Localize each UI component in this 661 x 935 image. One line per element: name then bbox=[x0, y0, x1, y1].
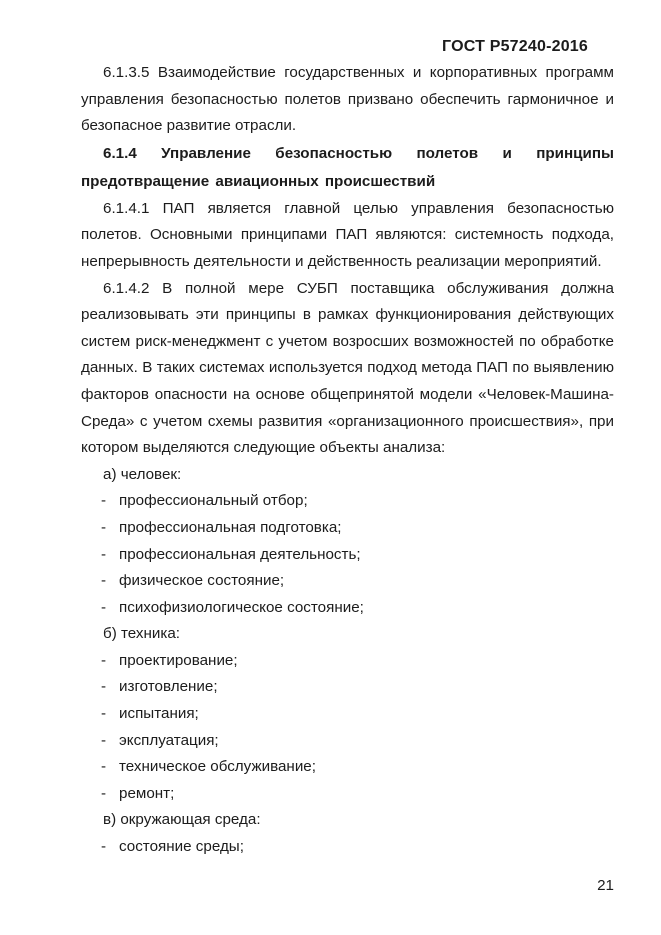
list-item bbox=[81, 595, 614, 622]
list-item-text: физическое состояние; bbox=[119, 572, 285, 590]
list-item-text: психофизиологическое состояние; bbox=[119, 598, 364, 616]
list-dash: - bbox=[101, 731, 107, 749]
list-item bbox=[81, 834, 614, 861]
page-content bbox=[81, 60, 614, 861]
list-item-text: состояние среды; bbox=[119, 838, 244, 856]
list-item-text: профессиональная подготовка; bbox=[119, 518, 342, 536]
list-item-text: эксплуатация; bbox=[119, 731, 219, 749]
list-dash: - bbox=[101, 784, 107, 802]
list-dash: - bbox=[101, 838, 107, 856]
list-item-text: изготовление; bbox=[119, 678, 218, 696]
list-item bbox=[81, 515, 614, 542]
list-item-text: проектирование; bbox=[119, 651, 238, 669]
list-dash: - bbox=[101, 705, 107, 723]
list-item bbox=[81, 674, 614, 701]
list-item bbox=[81, 701, 614, 728]
list-dash: - bbox=[101, 651, 107, 669]
list-item bbox=[81, 728, 614, 755]
list-item bbox=[81, 781, 614, 808]
list-dash: - bbox=[101, 758, 107, 776]
list-item bbox=[81, 488, 614, 515]
list-item-text: испытания; bbox=[119, 705, 199, 723]
page-number: 21 bbox=[597, 877, 614, 894]
document-code-header: ГОСТ Р57240-2016 bbox=[442, 38, 588, 55]
list-item bbox=[81, 648, 614, 675]
list-dash: - bbox=[101, 598, 107, 616]
section-heading-6-1-4: 6.1.4 Управление безопасностью полетов и принципы предотвращение авиационных происшествий bbox=[81, 144, 614, 190]
list-dash: - bbox=[101, 518, 107, 536]
list-item bbox=[81, 754, 614, 781]
list-item-text: ремонт; bbox=[119, 784, 175, 802]
list-dash: - bbox=[101, 572, 107, 590]
list-dash: - bbox=[101, 492, 107, 510]
list-item-text: техническое обслуживание; bbox=[119, 758, 316, 776]
list-item-text: профессиональная деятельность; bbox=[119, 545, 361, 563]
list-dash: - bbox=[101, 545, 107, 563]
list-item bbox=[81, 568, 614, 595]
list-dash: - bbox=[101, 678, 107, 696]
list-item bbox=[81, 542, 614, 569]
list-group-title-human: а) человек: bbox=[103, 465, 182, 483]
list-item-text: профессиональный отбор; bbox=[119, 492, 308, 510]
paragraph-6-1-3-5: 6.1.3.5 Взаимодействие государственных и корпоративных программ управления безопасностью полетов призвано обеспечить гармоничное и безопасное развитие отрасли. bbox=[81, 64, 614, 135]
paragraph-6-1-4-2: 6.1.4.2 В полной мере СУБП поставщика обслуживания должна реализовывать эти принципы в рамках функционирования действующих систем риск-менеджмент с учетом возросших возможностей по обработке данных. В таких системах используется подход метода ПАП по выявлению факторов опасности на основе общепринятой модели «Человек-Машина-Среда» с учетом схемы развития «организационного происшествия», при котором выделяются следующие объекты анализа: bbox=[81, 279, 614, 457]
paragraph-6-1-4-1: 6.1.4.1 ПАП является главной целью управления безопасностью полетов. Основными принципами ПАП являются: системность подхода, непрерывность деятельности и действенность реализации мероприятий. bbox=[81, 199, 614, 270]
list-group-title-environment: в) окружающая среда: bbox=[103, 811, 261, 829]
list-group-title-technology: б) техника: bbox=[103, 625, 180, 643]
